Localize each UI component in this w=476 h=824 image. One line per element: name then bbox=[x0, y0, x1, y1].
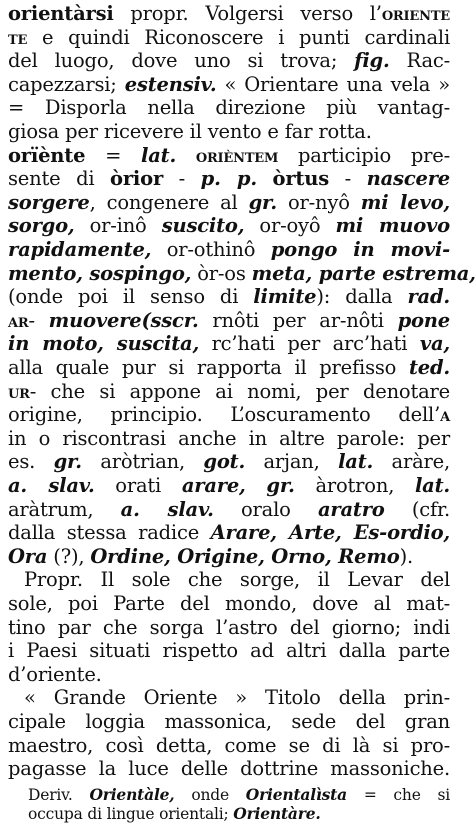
text-line: Ora (?), Ordine, Origine, Orno, Remo). bbox=[8, 544, 413, 568]
text-line: = Disporla nella direzione più vantag- bbox=[8, 96, 450, 120]
text-line: maestro, così detta, come se di là si pro- bbox=[8, 733, 450, 757]
text-line: (onde poi il senso di limite): dalla rad. bbox=[8, 285, 451, 309]
text-line: aràtrum, a. slav. oralo aratro (cfr. bbox=[8, 497, 450, 521]
text-line: mento, sospingo, òr-os meta, parte estrema, bbox=[8, 261, 476, 285]
text-line: tino par che sorga l’astro del giorno; indi bbox=[8, 615, 450, 639]
text-line: Propr. Il sole che sorge, il Levar del bbox=[24, 568, 450, 592]
text-line: te e quindi Riconoscere i punti cardinali bbox=[8, 25, 450, 49]
text-line: alla quale pur si rapporta il prefisso ted. bbox=[8, 356, 450, 379]
text-line: giosa per ricevere il vento e far rotta. bbox=[8, 120, 372, 143]
text-line: d’oriente. bbox=[8, 662, 102, 686]
text-line: es. gr. aròtrian, got. arjan, lat. aràre, bbox=[8, 450, 450, 474]
text-line: sorgere, congenere al gr. or-nyô mi levo, bbox=[8, 190, 450, 214]
text-line: ur- che si appone ai nomi, per denotare bbox=[8, 379, 450, 403]
text-line: cipale loggia massonica, sede del gran bbox=[8, 710, 450, 733]
text-line: origine, principio. L’oscuramento dell’a bbox=[8, 403, 450, 427]
text-line: sorgo, or-inô suscito, or-oyô mi muovo bbox=[8, 214, 450, 238]
deriv-line: occupa di lingue orientali; Orientàre. bbox=[28, 803, 321, 823]
text-line: capezzarsi; estensiv. « Orientare una vela » bbox=[8, 72, 450, 96]
text-line: pagasse la luce delle dottrine massoniche. bbox=[8, 757, 450, 781]
text-line: ar- muovere(sscr. rnôti per ar-nôti pone bbox=[8, 308, 450, 332]
text-line: in moto, suscita, rc’hati per arc’hati va, bbox=[8, 332, 450, 356]
text-line: in o riscontrasi anche in altre parole: per bbox=[8, 426, 450, 450]
text-line: « Grande Oriente » Titolo della prin- bbox=[24, 686, 450, 710]
text-line: dalla stessa radice Arare, Arte, Es-ordio, bbox=[8, 521, 450, 545]
text-line: sole, poi Parte del mondo, dove al mat- bbox=[8, 592, 450, 615]
text-line: a. slav. orati arare, gr. àrotron, lat. bbox=[8, 474, 450, 497]
text-line: del luogo, dove uno si trova; fig. Rac- bbox=[8, 49, 450, 73]
text-line: rapidamente, or-othinô pongo in movi- bbox=[8, 238, 450, 261]
text-line: orïènte = lat. orièntem participio pre- bbox=[8, 143, 451, 167]
deriv-line: Deriv. Orientàle, onde Orientalìsta = che si bbox=[28, 784, 451, 804]
text-line: orientàrsi propr. Volgersi verso l’oriente bbox=[8, 2, 450, 25]
text-line: i Paesi situati rispetto ad altri dalla parte bbox=[8, 639, 450, 663]
text-line: sente di òrior - p. p. òrtus - nascere bbox=[8, 167, 450, 191]
